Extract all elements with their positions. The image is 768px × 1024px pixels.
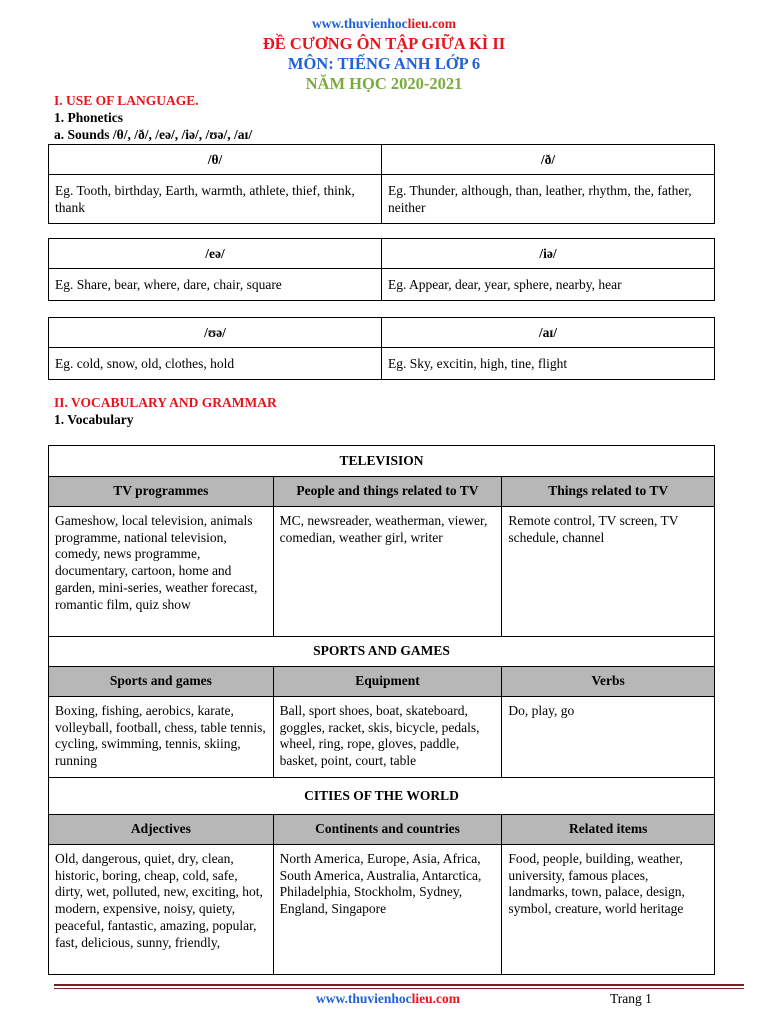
vocab-cell: Old, dangerous, quiet, dry, clean, historic, boring, cheap, cold, safe, dirty, wet, polluted, new, exciting, hot, modern, expensive, noisy, quiety, peaceful, fantastic, amazing, popular, fast, delicious, sunny, friendly, (49, 845, 274, 975)
vocabulary-table (48, 445, 715, 975)
sounds-table-1 (48, 144, 715, 224)
doc-school-year: NĂM HỌC 2020-2021 (305, 74, 463, 93)
sound-head: /iə/ (382, 239, 715, 269)
sounds-table-3 (48, 317, 715, 380)
footer-divider (54, 988, 744, 989)
column-header: Adjectives (49, 815, 274, 845)
column-header: Sports and games (49, 667, 274, 697)
sound-head: /eə/ (49, 239, 382, 269)
column-header: Things related to TV (502, 477, 715, 507)
site-part-2: lieu (411, 991, 433, 1006)
vocab-cell: Boxing, fishing, aerobics, karate, volleyball, football, chess, table tennis, cycling, swimming, tennis, skiing, running (49, 697, 274, 778)
sound-head: /ð/ (382, 145, 715, 175)
column-header: Verbs (502, 667, 715, 697)
column-header: TV programmes (49, 477, 274, 507)
sound-examples: Eg. Thunder, although, than, leather, rhythm, the, father, neither (382, 175, 715, 224)
vocabulary-heading: 1. Vocabulary (54, 412, 134, 427)
column-header: Equipment (273, 667, 502, 697)
block-title: CITIES OF THE WORLD (49, 778, 715, 815)
sound-examples: Eg. Sky, excitin, high, tine, flight (382, 348, 715, 380)
vocab-cell: MC, newsreader, weatherman, viewer, comedian, weather girl, writer (273, 507, 502, 637)
sound-head: /ʊə/ (49, 318, 382, 348)
column-header: Continents and countries (273, 815, 502, 845)
vocab-cell: Food, people, building, weather, university, famous places, landmarks, town, palace, design, symbol, creature, world heritage (502, 845, 715, 975)
footer-divider (54, 984, 744, 986)
column-header: Related items (502, 815, 715, 845)
doc-title: ĐỀ CƯƠNG ÔN TẬP GIỮA KÌ II (262, 34, 506, 53)
block-title: SPORTS AND GAMES (49, 637, 715, 667)
site-part-2: lieu (407, 16, 429, 31)
vocab-cell: Do, play, go (502, 697, 715, 778)
site-part-1: www.thuvienhoc (316, 991, 412, 1006)
vocab-cell: Ball, sport shoes, boat, skateboard, goggles, racket, skis, bicycle, pedals, wheel, ring, rope, gloves, paddle, basket, point, court, table (273, 697, 502, 778)
page-number: Trang 1 (610, 991, 652, 1006)
doc-subject: MÔN: TIẾNG ANH LỚP 6 (287, 54, 481, 73)
vocab-cell: North America, Europe, Asia, Africa, South America, Australia, Antarctica, Philadelphia, Stockholm, Sydney, England, Singapore (273, 845, 502, 975)
site-part-3: .com (428, 16, 457, 31)
site-header-link[interactable] (0, 16, 768, 32)
phonetics-heading: 1. Phonetics (54, 110, 123, 125)
sound-examples: Eg. cold, snow, old, clothes, hold (49, 348, 382, 380)
footer-site-link[interactable] (316, 991, 460, 1007)
block-title: TELEVISION (49, 446, 715, 477)
sound-head: /aɪ/ (382, 318, 715, 348)
site-part-3: .com (432, 991, 461, 1006)
vocab-cell: Gameshow, local television, animals programme, national television, comedy, news programme, documentary, cartoon, home and garden, mini-series, weather forecast, romantic film, quiz show (49, 507, 274, 637)
vocab-cell: Remote control, TV screen, TV schedule, channel (502, 507, 715, 637)
sounds-heading: a. Sounds /θ/, /ð/, /eə/, /iə/, /ʊə/, /aɪ/ (54, 127, 253, 142)
sound-examples: Eg. Tooth, birthday, Earth, warmth, athlete, thief, think, thank (49, 175, 382, 224)
sound-head: /θ/ (49, 145, 382, 175)
column-header: People and things related to TV (273, 477, 502, 507)
section2-heading: II. VOCABULARY AND GRAMMAR (54, 395, 277, 410)
section1-heading: I. USE OF LANGUAGE. (54, 93, 199, 108)
site-part-1: www.thuvienhoc (311, 16, 408, 31)
sound-examples: Eg. Share, bear, where, dare, chair, square (49, 269, 382, 301)
sound-examples: Eg. Appear, dear, year, sphere, nearby, hear (382, 269, 715, 301)
sounds-table-2 (48, 238, 715, 301)
